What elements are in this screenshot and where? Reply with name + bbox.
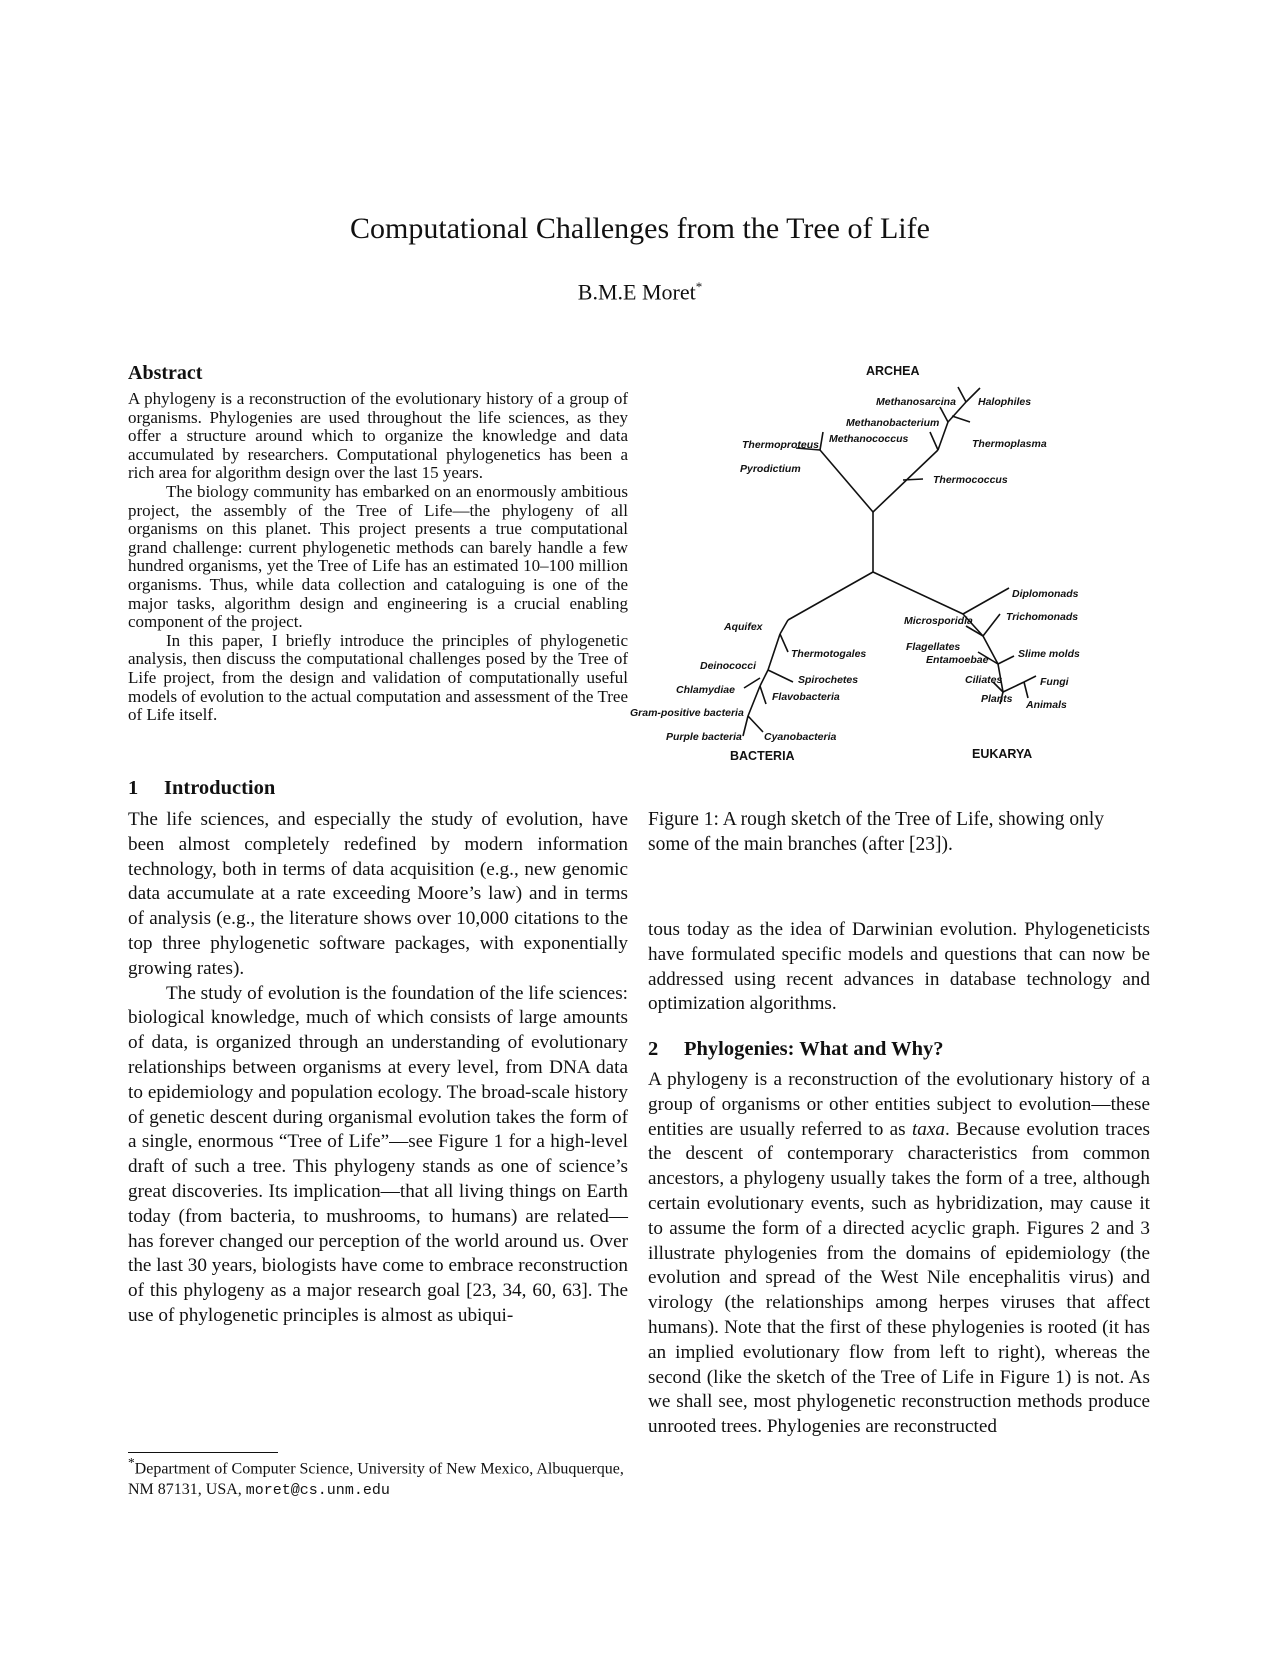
footnote-mark: * [128, 1455, 135, 1470]
branch-diplomonads [963, 588, 1009, 614]
branch-cyanobacteria [748, 716, 763, 732]
branch-gram-positive [748, 686, 760, 716]
abstract-body [128, 390, 628, 725]
section-1-body-right [648, 918, 1150, 1017]
taxon-label: Thermoplasma [972, 438, 1047, 450]
taxon-label: Gram-positive bacteria [630, 707, 744, 719]
branch-methano-group [938, 422, 948, 450]
section-1-number: 1 [128, 777, 139, 799]
section-2-paragraph-1 [648, 1068, 1150, 1440]
footnote-email: moret@cs.unm.edu [245, 1482, 390, 1500]
section-1-heading [128, 777, 275, 800]
tree-of-life-diagram [630, 352, 1150, 792]
branch-methanococcus [930, 432, 938, 450]
taxa-term: taxa [911, 1118, 946, 1140]
section-2-heading [648, 1038, 944, 1061]
branch-fungi-animals [1003, 682, 1024, 692]
abstract-paragraph-3: In this paper, I briefly introduce the principles of phylogenetic analysis, then discuss the computational challenges posed by the Tree of Life project, from the design and validation of computationally useful models of evolution to the actual computation and assessment of the Tree of Life itself. [128, 630, 628, 725]
section-2-body [648, 1068, 1150, 1440]
section-1-paragraph-1: The life sciences, and especially the study of evolution, have been almost completely redefined by modern information technology, both in terms of data acquisition (e.g., new genomic data accumulate at a rate exceeding Moore’s law) and in terms of analysis (e.g., the literature shows over 10,000 citations to the top three phylogenetic software packages, with exponentially growing rates). [128, 809, 628, 979]
domain-label-bacteria: BACTERIA [730, 749, 795, 763]
branch-bacteria-core [768, 634, 780, 670]
branch-archea-left [820, 450, 873, 512]
taxon-label: Cyanobacteria [764, 731, 837, 743]
taxon-label: Methanosarcina [876, 396, 956, 408]
branch-fungi [1024, 676, 1036, 682]
taxon-label: Methanobacterium [846, 417, 940, 429]
branch-trichomonads [983, 614, 1000, 636]
taxon-label: Animals [1026, 699, 1067, 711]
taxon-label: Entamoebae [926, 654, 989, 666]
branch-deinococci-chlamydiae [760, 670, 768, 686]
taxon-label: Methanococcus [829, 433, 909, 445]
taxon-label: Deinococci [700, 660, 757, 672]
branch-aquifex [780, 620, 788, 634]
section-2-number: 2 [648, 1038, 659, 1060]
branch-thermoproteus [820, 432, 823, 450]
taxon-label: Diplomonads [1012, 588, 1079, 600]
taxon-label: Pyrodictium [740, 463, 801, 475]
taxon-label: Chlamydiae [676, 684, 735, 696]
figure-1-tree-of-life [630, 352, 1150, 792]
taxon-label: Thermotogales [791, 648, 867, 660]
branch-animals [1024, 682, 1028, 698]
footnote-text: Department of Computer Science, University of New Mexico, Albuquerque, NM 87131, USA, [128, 1460, 624, 1499]
section-1-paragraph-2: The study of evolution is the foundation of the life sciences: biological knowledge, much of which consists of large amounts of data, is organized through an understanding of evolutionary relationships between organisms at every level, from DNA data to epidemiology and population ecology. The broad-scale history of genetic descent during organismal evolution takes the form of a single, enormous “Tree of Life”—see Figure 1 for a high-level draft of such a tree. This phylogeny stands as one of science’s great discoveries. Its implication—that all living things on Earth today (from bacteria, to mushrooms, to humans) are related—has forever changed our perception of the world around us. Over the last 30 years, biologists have come to embrace reconstruction of this phylogeny as a major research goal [23, 34, 60, 63]. The use of phylogenetic principles is almost as ubiqui- [128, 982, 628, 1326]
branch-bacteria [788, 572, 873, 620]
taxon-label: Slime molds [1018, 648, 1080, 660]
figure-1-caption: Figure 1: A rough sketch of the Tree of Life, showing only some of the main branches (after [23]). [648, 809, 1105, 855]
taxon-label: Purple bacteria [666, 731, 742, 743]
taxon-label: Fungi [1040, 676, 1069, 688]
branch-thermoplasma [952, 416, 970, 422]
branch-slime-molds [998, 656, 1014, 664]
author-name: B.M.E Moret [577, 279, 696, 305]
footnote [128, 1452, 630, 1501]
branch-eukarya [873, 572, 963, 614]
taxon-label: Aquifex [724, 621, 763, 633]
taxon-label: Ciliates [965, 674, 1003, 686]
section-2-text-a: A phylogeny is a reconstruction of the evolutionary history of a group of organisms or other entities subject to evolution—these entities are usually referred to as [648, 1069, 1150, 1140]
abstract-paragraph-2: The biology community has embarked on an enormously ambitious project, the assembly of the Tree of Life—the phylogeny of all organisms on this planet. This project presents a true computational grand challenge: current phylogenetic methods can barely handle a few hundred organisms, yet the Tree of Life has an estimated 10–100 million organisms. Thus, while data collection and cataloguing is one of the major tasks, algorithm design and engineering is a crucial enabling component of the project. [128, 481, 628, 632]
branch-chlamydiae [744, 678, 760, 688]
section-1-paragraph-2-continued: tous today as the idea of Darwinian evolution. Phylogeneticists have formulated specific models and questions that can now be addressed using recent advances in database technology and optimization algorithms. [648, 919, 1150, 1015]
branch-methanosarcina [958, 387, 966, 402]
section-1-title: Introduction [164, 777, 276, 799]
section-2-text-b: . Because evolution traces the descent of contemporary characteristics from common ancestors, a phylogeny usually takes the form of a tree, although certain evolutionary events, such as hybridization, may cause it to assume the form of a directed acyclic graph. Figures 2 and 3 illustrate phylogenies from the domains of epidemiology (the evolution and spread of the West Nile encephalitis virus) and virology (the relationships among herpes viruses that affect humans). Note that the first of these phylogenies is rooted (it has an implied evolutionary flow from left to right), whereas the second (like the sketch of the Tree of Life in Figure 1) is not. As we shall see, most phylogenetic reconstruction methods produce unrooted trees. Phylogenies are reconstructed [648, 1118, 1150, 1438]
abstract-paragraph-1: A phylogeny is a reconstruction of the evolutionary history of a group of organisms. Phylogenies are used throughout the life sciences, as they offer a structure around which to organize the knowledge and data accumulated by researchers. Computational phylogenetics has been a rich area for algorithm design over the last 15 years. [128, 389, 628, 483]
taxon-label: Trichomonads [1006, 611, 1079, 623]
branch-spirochetes [768, 670, 793, 682]
taxon-label: Thermococcus [933, 474, 1008, 486]
taxon-label: Plants [981, 693, 1013, 705]
taxon-label: Microsporidia [904, 615, 973, 627]
domain-label-eukarya: EUKARYA [972, 747, 1033, 761]
domain-label-archea: ARCHEA [866, 364, 920, 378]
branch-flavobacteria [760, 686, 766, 704]
taxon-label: Halophiles [978, 396, 1032, 408]
paper-title: Computational Challenges from the Tree of Life [350, 212, 930, 245]
taxon-label: Flagellates [906, 641, 961, 653]
branch-archea-right [873, 450, 938, 512]
taxon-label: Thermoproteus [742, 439, 820, 451]
taxon-label: Spirochetes [798, 674, 859, 686]
taxon-label: Flavobacteria [772, 691, 840, 703]
branch-thermococcus [903, 479, 923, 480]
branch-methanobacterium [940, 407, 948, 422]
section-2-title: Phylogenies: What and Why? [684, 1038, 944, 1060]
branch-thermotogales [780, 634, 788, 652]
author-line [0, 279, 1280, 305]
abstract-heading: Abstract [128, 362, 203, 384]
section-1-body-left [128, 808, 628, 1329]
author-footnote-mark: * [695, 279, 703, 294]
branch-purple-bacteria [743, 716, 748, 736]
